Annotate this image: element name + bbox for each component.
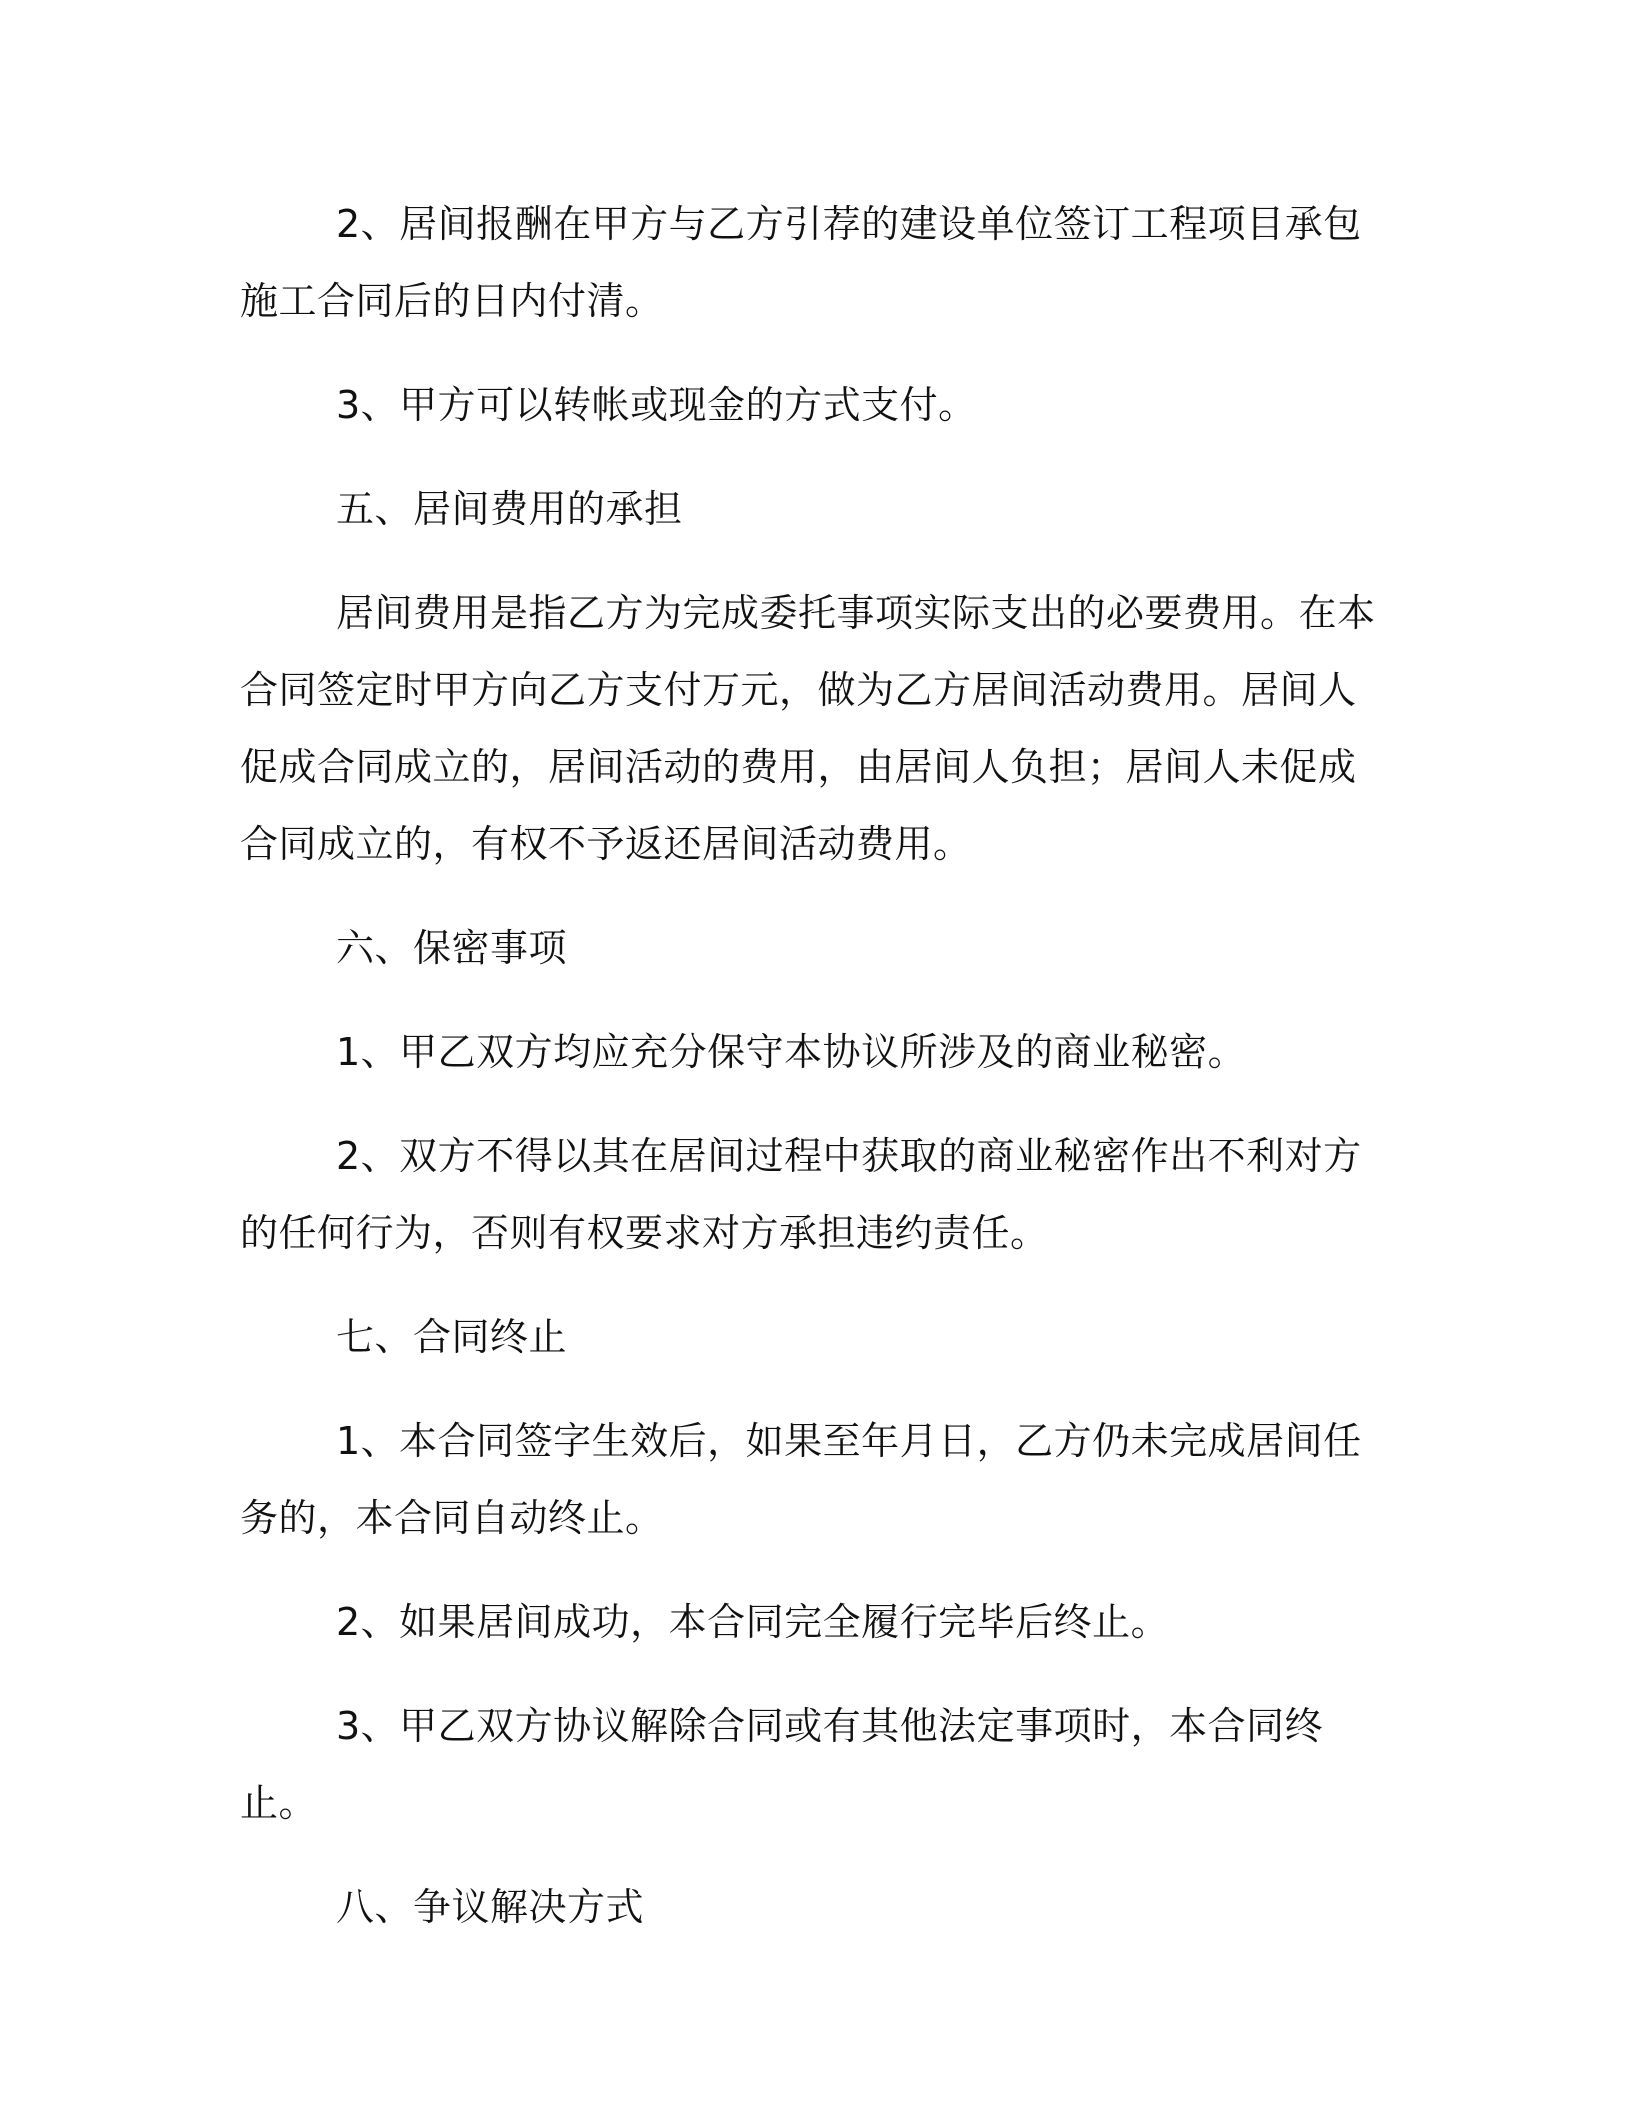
section-heading-expenses: 五、居间费用的承担 (336, 487, 683, 531)
document-body (240, 186, 1390, 1946)
section-heading-termination: 七、合同终止 (336, 1315, 568, 1359)
section-heading-confidentiality: 六、保密事项 (336, 926, 568, 970)
paragraph-confidentiality-2: 2、双方不得以其在居间过程中获取的商业秘密作出不利对方的任何行为，否则有权要求对方承担违约责任。 (240, 1134, 1362, 1255)
paragraph-payment-method: 3、甲方可以转帐或现金的方式支付。 (336, 383, 977, 427)
paragraph-expenses: 居间费用是指乙方为完成委托事项实际支出的必要费用。在本合同签定时甲方向乙方支付万元，做为乙方居间活动费用。居间人促成合同成立的，居间活动的费用，由居间人负担；居间人未促成合同成立的，有权不予返还居间活动费用。 (240, 591, 1376, 866)
paragraph-payment-term: 2、居间报酬在甲方与乙方引荐的建设单位签订工程项目承包施工合同后的日内付清。 (240, 202, 1362, 323)
paragraph-termination-3: 3、甲乙双方协议解除合同或有其他法定事项时，本合同终止。 (240, 1704, 1324, 1825)
paragraph-termination-1: 1、本合同签字生效后，如果至年月日，乙方仍未完成居间任务的，本合同自动终止。 (240, 1419, 1362, 1540)
section-heading-dispute-resolution: 八、争议解决方式 (336, 1885, 645, 1929)
paragraph-confidentiality-1: 1、甲乙双方均应充分保守本协议所涉及的商业秘密。 (336, 1030, 1247, 1074)
paragraph-termination-2: 2、如果居间成功，本合同完全履行完毕后终止。 (336, 1600, 1170, 1644)
